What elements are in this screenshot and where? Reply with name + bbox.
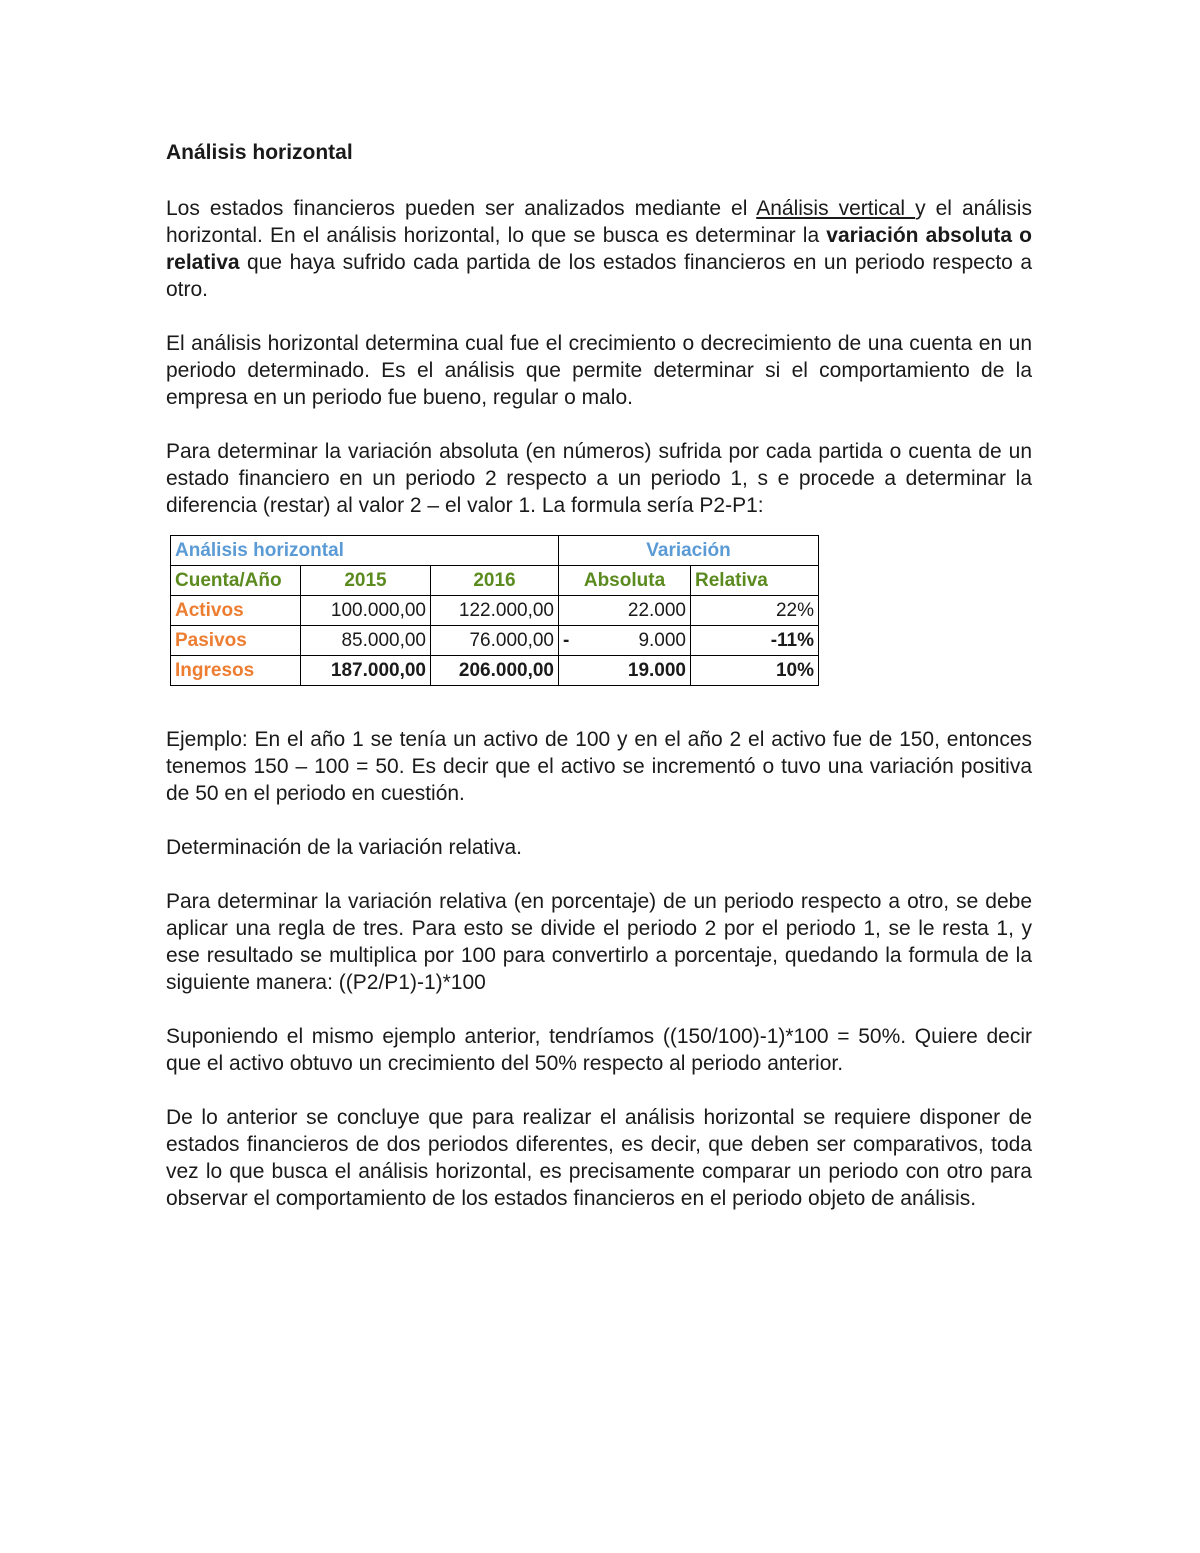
table-variation-title: Variación: [559, 536, 819, 566]
row-relative: -11%: [691, 626, 819, 656]
row-absolute: [559, 656, 691, 686]
table-row: [171, 626, 819, 656]
analysis-table-wrapper: [170, 535, 1032, 686]
row-absolute-value: 22.000: [627, 599, 686, 621]
row-2016: 76.000,00: [431, 626, 559, 656]
row-account: Ingresos: [171, 656, 301, 686]
table-title: Análisis horizontal: [171, 536, 559, 566]
row-2015: 100.000,00: [301, 596, 431, 626]
row-2016: 122.000,00: [431, 596, 559, 626]
row-absolute-value: 9.000: [638, 629, 686, 651]
header-relative: Relativa: [691, 566, 819, 596]
intro-text-b: y el análisis horizontal. En el análisis horizontal, lo que se busca es determinar la: [166, 197, 1032, 247]
paragraph-absolute-variation: Para determinar la variación absoluta (en números) sufrida por cada partida o cuenta de un estado financiero en un periodo 2 respecto a un periodo 1, s e procede a determinar la diferencia (restar) al valor 2 – el valor 1. La formula sería P2-P1:: [166, 440, 1032, 517]
table-row: [171, 656, 819, 686]
intro-text-c: que haya sufrido cada partida de los estados financieros en un periodo respecto a otro.: [166, 251, 1032, 301]
table-row: [171, 596, 819, 626]
row-absolute: [559, 596, 691, 626]
row-relative: 22%: [691, 596, 819, 626]
paragraph-relative-example: Suponiendo el mismo ejemplo anterior, tendríamos ((150/100)-1)*100 = 50%. Quiere decir que el activo obtuvo un crecimiento del 50% respecto al periodo anterior.: [166, 1025, 1032, 1075]
header-absolute: Absoluta: [559, 566, 691, 596]
analisis-vertical-link[interactable]: Análisis vertical: [756, 197, 916, 220]
document-title: Análisis horizontal: [166, 141, 353, 164]
row-absolute-value: 19.000: [627, 659, 686, 681]
paragraph-definition: El análisis horizontal determina cual fue el crecimiento o decrecimiento de una cuenta en un periodo determinado. Es el análisis que permite determinar si el comportamiento de la empresa en un periodo fue bueno, regular o malo.: [166, 332, 1032, 409]
row-account: Pasivos: [171, 626, 301, 656]
paragraph-relative-variation: Para determinar la variación relativa (en porcentaje) de un periodo respecto a otro, se debe aplicar una regla de tres. Para esto se divide el periodo 2 por el periodo 1, se le resta 1, y ese resultado se multiplica por 100 para convertirlo a porcentaje, quedando la formula de la siguiente manera: ((P2/P1)-1)*100: [166, 890, 1032, 994]
paragraph-intro: [166, 195, 1032, 303]
header-2016: 2016: [431, 566, 559, 596]
paragraph-conclusion: De lo anterior se concluye que para realizar el análisis horizontal se requiere disponer de estados financieros de dos periodos diferentes, es decir, que deben ser comparativos, toda vez lo que busca el análisis horizontal, es precisamente comparar un periodo con otro para observar el comportamiento de los estados financieros en el periodo objeto de análisis.: [166, 1106, 1032, 1210]
row-absolute: [559, 626, 691, 656]
row-2015: 187.000,00: [301, 656, 431, 686]
row-2015: 85.000,00: [301, 626, 431, 656]
intro-text-a: Los estados financieros pueden ser analizados mediante el: [166, 197, 757, 220]
paragraph-example: Ejemplo: En el año 1 se tenía un activo de 100 y en el año 2 el activo fue de 150, entonces tenemos 150 – 100 = 50. Es decir que el activo se incrementó o tuvo una variación positiva de 50 en el periodo en cuestión.: [166, 728, 1032, 805]
row-sign: -: [563, 629, 570, 651]
row-account: Activos: [171, 596, 301, 626]
table-header-row: [171, 566, 819, 596]
header-account: Cuenta/Año: [171, 566, 301, 596]
paragraph-relative-heading: Determinación de la variación relativa.: [166, 836, 523, 859]
document-page: [166, 138, 1032, 1239]
row-2016: 206.000,00: [431, 656, 559, 686]
intro-bold-text: variación absoluta o relativa: [166, 224, 1032, 274]
analysis-table: [170, 535, 819, 686]
table-title-row: [171, 536, 819, 566]
row-relative: 10%: [691, 656, 819, 686]
header-2015: 2015: [301, 566, 431, 596]
